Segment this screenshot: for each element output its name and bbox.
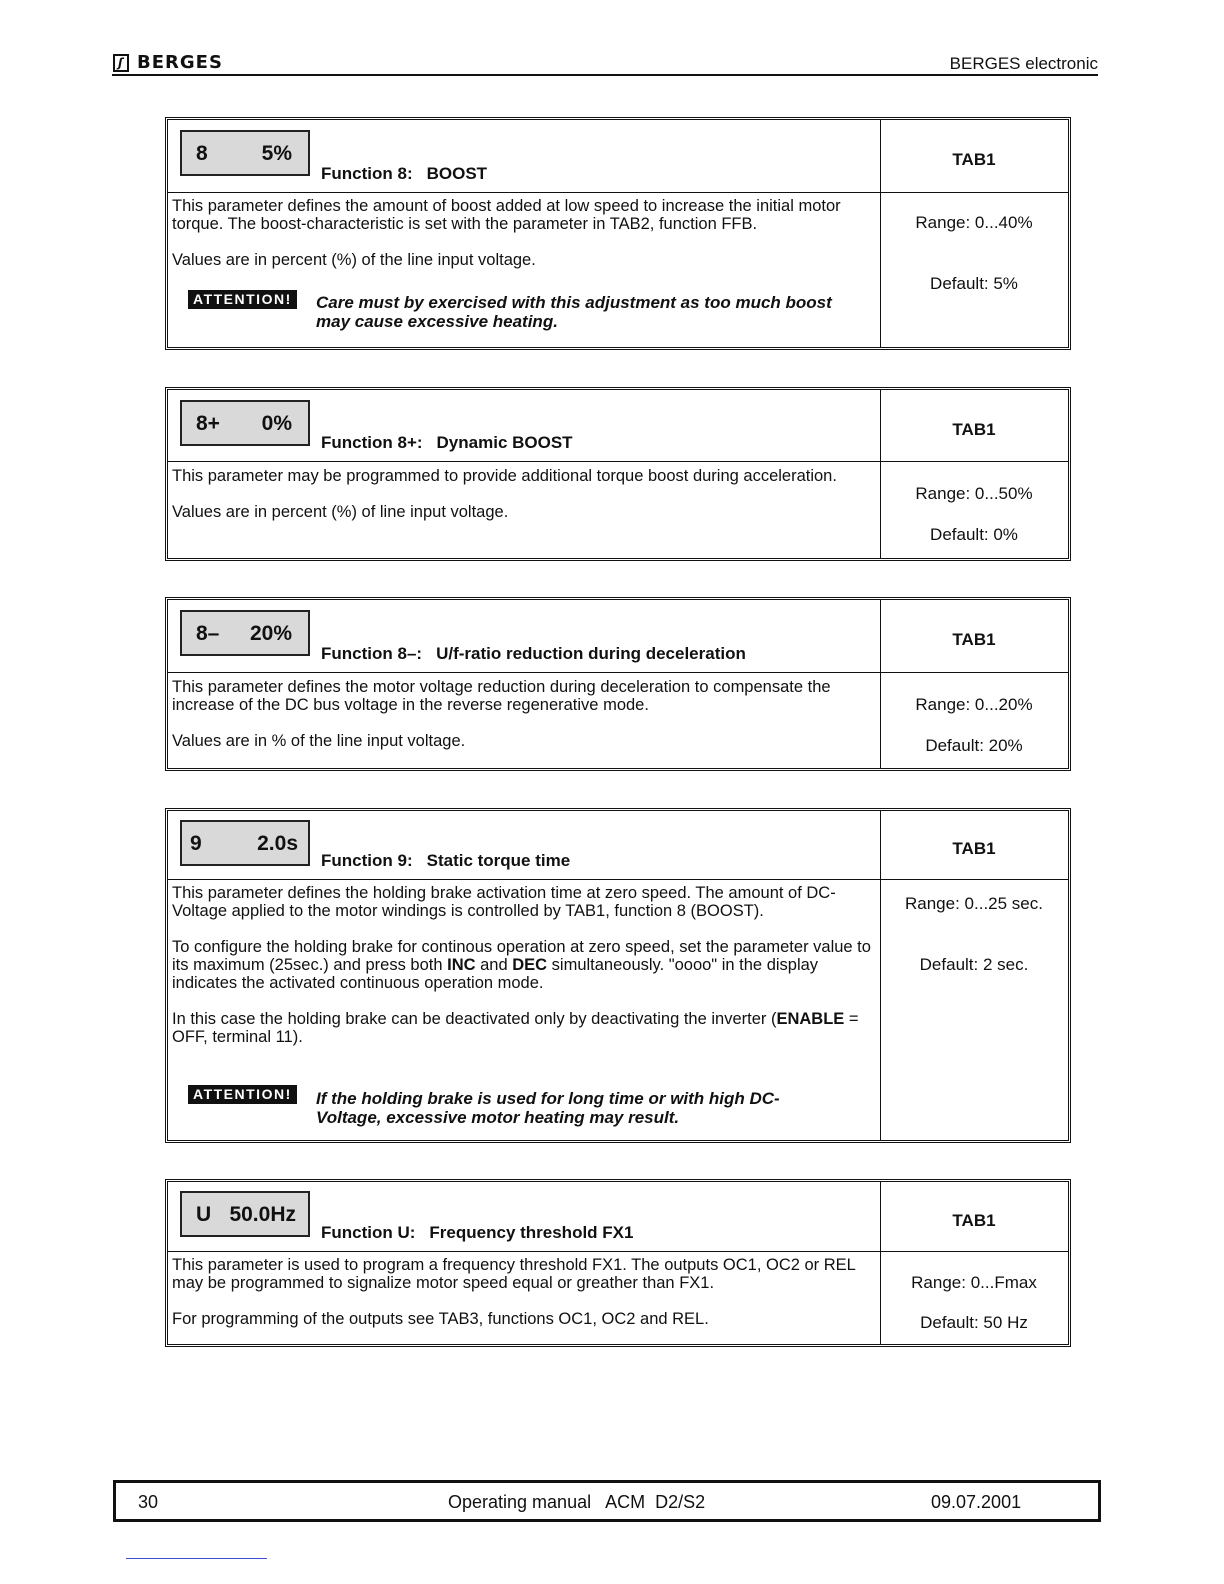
default-text: Default: 5%: [930, 274, 1018, 293]
param-box-function-8: [165, 117, 1071, 350]
display-code: 8–: [196, 622, 220, 645]
display-value: 50.0Hz: [229, 1203, 296, 1226]
function-title: Function 8–: U/f-ratio reduction during deceleration: [321, 644, 746, 663]
description: This parameter defines the holding brake activation time at zero speed. The amount of DC-Voltage applied to the motor windings is controlled by TAB1, function 8 (BOOST). To configure the holding brake for continous operation at zero speed, set the parameter value to its maximum (25sec.) and press both INC and DEC simultaneously. "oooo" in the display indicates the activated continuous operation mode. In this case the holding brake can be deactivated only by deactivating the inverter (ENABLE = OFF, terminal 11).: [172, 884, 871, 1046]
function-title: Function 8: BOOST: [321, 164, 488, 183]
range-text: Range: 0...25 sec.: [905, 894, 1043, 913]
param-box-function-8-plus: [165, 387, 1071, 561]
default-text: Default: 2 sec.: [919, 955, 1029, 974]
tab-label: TAB1: [952, 1211, 996, 1230]
link-underline: [126, 1558, 267, 1559]
page-number: 30: [138, 1492, 159, 1512]
tab-label: TAB1: [952, 420, 996, 439]
attention-badge: ATTENTION!: [188, 290, 297, 309]
attention-text: Care must by exercised with this adjustment as too much boost may cause excessive heating.: [316, 293, 832, 331]
display-readout: [180, 1191, 310, 1237]
range-text: Range: 0...50%: [915, 484, 1033, 503]
function-title: Function U: Frequency threshold FX1: [321, 1223, 634, 1242]
header-company: BERGES electronic: [949, 54, 1098, 73]
range-text: Range: 0...Fmax: [911, 1273, 1037, 1292]
display-code: 8: [196, 142, 208, 165]
param-box-function-8-minus: [165, 597, 1071, 771]
header-rule: [112, 74, 1098, 76]
default-text: Default: 20%: [925, 736, 1023, 755]
default-text: Default: 50 Hz: [920, 1313, 1028, 1332]
description: This parameter defines the motor voltage reduction during deceleration to compensate the increase of the DC bus voltage in the reverse regenerative mode. Values are in % of the line input voltage.: [172, 678, 831, 750]
description: This parameter defines the amount of boost added at low speed to increase the initial motor torque. The boost-characteristic is set with the parameter in TAB2, function FFB. Values are in percent (%) of the line input voltage.: [172, 197, 841, 269]
tab-label: TAB1: [952, 150, 996, 169]
display-value: 5%: [261, 142, 292, 165]
function-title: Function 8+: Dynamic BOOST: [321, 433, 573, 452]
tab-label: TAB1: [952, 839, 996, 858]
brand-name: BERGES: [137, 52, 223, 73]
display-readout: [180, 130, 310, 176]
display-code: 9: [190, 832, 202, 855]
param-box-function-9: [165, 808, 1071, 1143]
display-code: 8+: [196, 412, 220, 435]
attention-text: If the holding brake is used for long time or with high DC-Voltage, excessive motor heating may result.: [316, 1089, 780, 1127]
display-readout: [180, 400, 310, 446]
description: This parameter is used to program a frequency threshold FX1. The outputs OC1, OC2 or REL may be programmed to signalize motor speed equal or greather than FX1. For programming of the outputs see TAB3, functions OC1, OC2 and REL.: [172, 1256, 856, 1328]
range-text: Range: 0...20%: [915, 695, 1033, 714]
display-code: U: [196, 1203, 212, 1226]
display-value: 0%: [261, 412, 292, 435]
page-footer: [113, 1480, 1101, 1522]
attention-badge: ATTENTION!: [188, 1085, 297, 1104]
footer-date: 09.07.2001: [931, 1492, 1022, 1512]
display-readout: [180, 610, 310, 656]
description: This parameter may be programmed to provide additional torque boost during acceleration. Values are in percent (%) of line input voltage.: [172, 467, 837, 521]
range-text: Range: 0...40%: [915, 213, 1033, 232]
param-box-function-u: [165, 1179, 1071, 1347]
brand-logo: [113, 52, 223, 73]
display-value: 20%: [249, 622, 292, 645]
function-title: Function 9: Static torque time: [321, 851, 571, 870]
tab-label: TAB1: [952, 630, 996, 649]
default-text: Default: 0%: [930, 525, 1018, 544]
footer-title: Operating manual ACM D2/S2: [448, 1492, 706, 1512]
berges-logo-icon: ʃ: [113, 54, 129, 72]
display-readout: [180, 820, 310, 866]
display-value: 2.0s: [257, 832, 298, 855]
